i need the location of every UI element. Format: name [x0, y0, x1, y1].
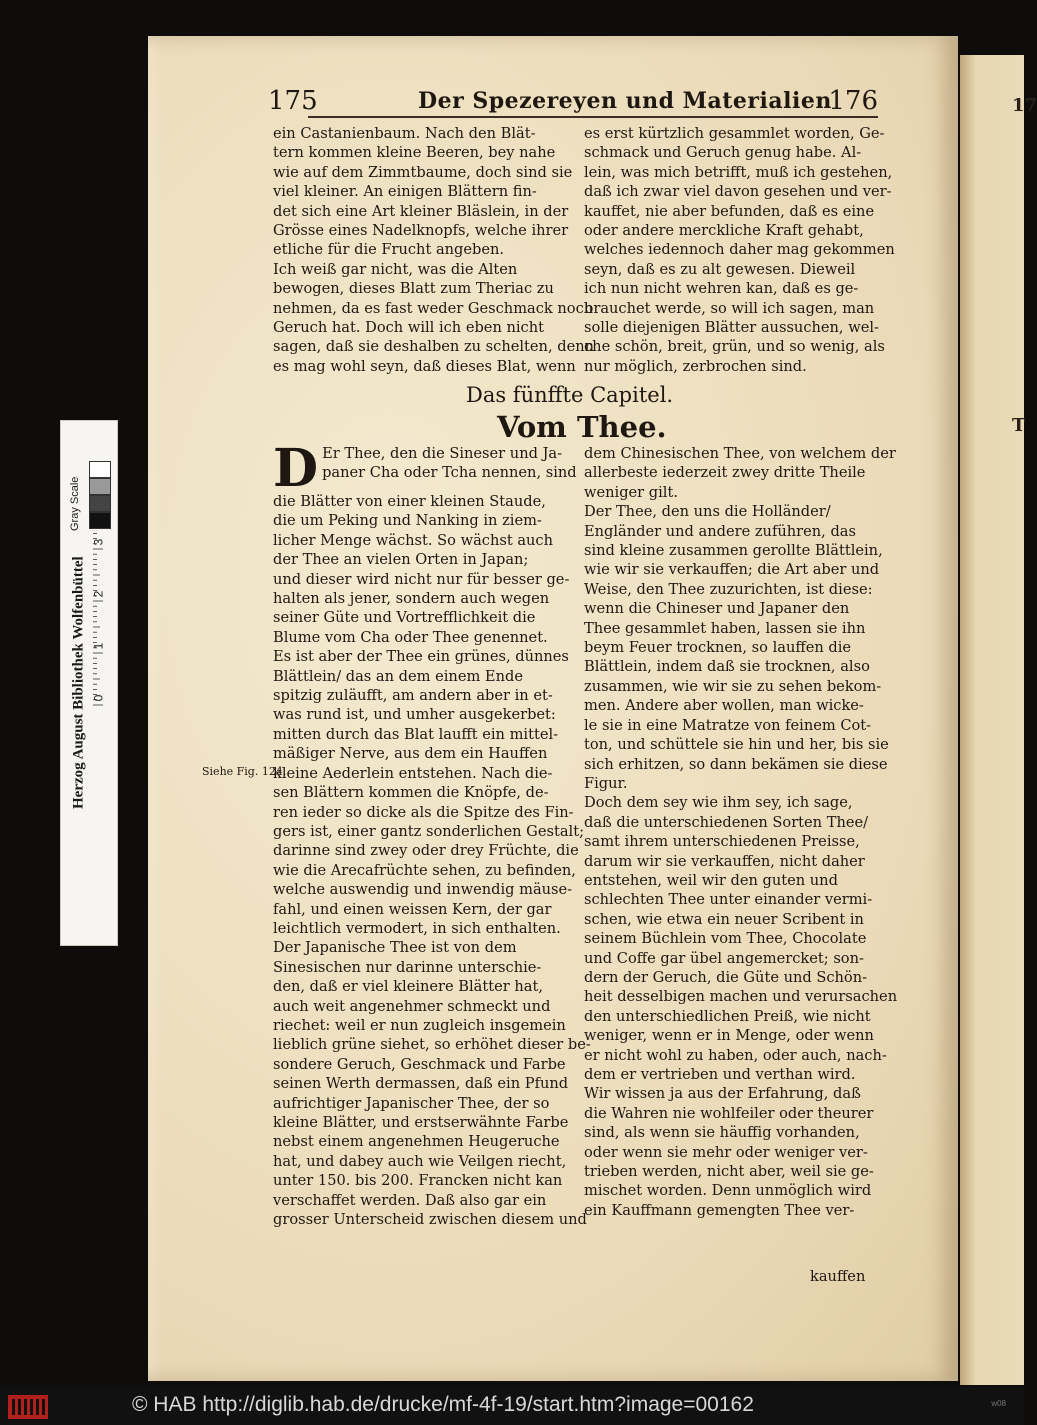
text-column-right-top: [584, 124, 895, 376]
text-line: daß die unterschiedenen Sorten Thee/: [584, 813, 869, 831]
text-line: weniger, wenn er in Menge, oder wenn: [584, 1027, 874, 1045]
text-line: trieben werden, nicht aber, weil sie ge-: [584, 1163, 874, 1181]
text-line: schmack und Geruch genug habe. Al-: [584, 144, 862, 162]
text-line: nur möglich, zerbrochen sind.: [584, 357, 807, 375]
text-line: die Wahren nie wohlfeiler oder theurer: [584, 1104, 874, 1122]
text-line: Der Japanische Thee ist von dem: [273, 939, 517, 957]
text-line: Blättlein/ das an dem einem Ende: [273, 667, 523, 685]
text-line: darinne sind zwey oder drey Früchte, die: [273, 842, 579, 860]
text-line: kleine Aederlein entstehen. Nach die-: [273, 764, 553, 782]
gray-scale-swatches: [89, 461, 111, 531]
page-number-left: 175: [268, 86, 318, 116]
text-line: wie auf dem Zimmtbaume, doch sind sie: [273, 163, 573, 181]
text-line: bewogen, dieses Blatt zum Theriac zu: [273, 280, 554, 298]
drop-cap: D: [273, 438, 319, 499]
text-line: Sinesischen nur darinne unterschie-: [273, 958, 542, 976]
gray-swatch: [89, 461, 111, 478]
text-line: nebst einem angenehmen Heugeruche: [273, 1133, 560, 1151]
text-line: spitzig zuläufft, am andern aber in et-: [273, 687, 553, 705]
text-line: was rund ist, und umher ausgekerbet:: [273, 706, 556, 724]
text-line: Doch dem sey wie ihm sey, ich sage,: [584, 794, 853, 812]
text-line: Er Thee, den die Sineser und Ja-: [322, 445, 563, 462]
text-line: ton, und schüttele sie hin und her, bis sie: [584, 736, 889, 754]
text-line: sich erhitzen, so dann bekämen sie diese: [584, 755, 888, 773]
text-line: dem er vertrieben und verthan wird.: [584, 1066, 856, 1083]
text-line: fahl, und einen weissen Kern, der gar: [273, 900, 552, 918]
text-line: mitten durch das Blat laufft ein mittel-: [273, 725, 559, 743]
text-line: weniger gilt.: [584, 483, 678, 501]
chapter-title: Vom Thee.: [497, 410, 667, 444]
text-line: grosser Unterscheid zwischen diesem und: [273, 1211, 587, 1229]
text-line: schlechten Thee unter einander vermi-: [584, 891, 873, 909]
text-line: hat, und dabey auch wie Veilgen riecht,: [273, 1152, 567, 1170]
chapter-label: Das fünffte Capitel.: [466, 383, 674, 407]
next-page-edge: [960, 55, 1037, 1385]
text-line: Grösse eines Nadelknopfs, welche ihrer: [273, 222, 569, 240]
text-line: lieblich grüne siehet, so erhöhet dieser be-: [273, 1036, 591, 1054]
text-line: lein, was mich betrifft, muß ich gestehen,: [584, 163, 893, 181]
text-line: kleine Blätter, und erstserwähnte Farbe: [273, 1114, 569, 1131]
ruler-number: 3: [91, 538, 106, 546]
text-line: ein Kauffmann gemengten Thee ver-: [584, 1201, 855, 1219]
text-line: sind, als wenn sie häuffig vorhanden,: [584, 1124, 860, 1142]
catchword: kauffen: [810, 1268, 866, 1285]
text-line: sondere Geruch, Geschmack und Farbe: [273, 1055, 566, 1073]
text-line: Thee gesammlet haben, lassen sie ihn: [584, 619, 866, 637]
text-line: wie wir sie verkauffen; die Art aber und: [584, 561, 880, 579]
text-line: seinen Werth dermassen, daß ein Pfund: [273, 1075, 569, 1093]
text-line: Engländer und andere zuführen, das: [584, 522, 856, 540]
gray-swatch: [89, 512, 111, 529]
text-line: es mag wohl seyn, daß dieses Blat, wenn: [273, 357, 576, 375]
gray-swatch: [89, 495, 111, 512]
text-line: dem Chinesischen Thee, von welchem der: [584, 445, 896, 462]
text-line: Der Thee, den uns die Holländer/: [584, 503, 831, 521]
text-column-left-main: [273, 438, 591, 1229]
text-line: er nicht wohl zu haben, oder auch, nach-: [584, 1046, 887, 1064]
text-line: halten als jener, sondern auch wegen: [273, 590, 550, 608]
text-line: die Blätter von einer kleinen Staude,: [273, 493, 546, 510]
text-line: allerbeste iederzeit zwey dritte Theile: [584, 464, 866, 482]
ruler-number: 2: [91, 590, 106, 598]
text-line: oder wenn sie mehr oder weniger ver-: [584, 1143, 868, 1161]
text-line: che schön, breit, grün, und so wenig, als: [584, 338, 885, 356]
text-line: Geruch hat. Doch will ich eben nicht: [273, 319, 544, 337]
text-line: mischet worden. Denn unmöglich wird: [584, 1182, 872, 1200]
library-label: Herzog August Bibliothek Wolfenbüttel: [70, 556, 87, 810]
text-line: darum wir sie verkauffen, nicht daher: [584, 852, 865, 870]
text-line: der Thee an vielen Orten in Japan;: [273, 551, 529, 569]
text-line: zusammen, wie wir sie zu sehen bekom-: [584, 677, 882, 695]
text-line: es erst kürtzlich gesammlet worden, Ge-: [584, 125, 885, 142]
running-title: Der Spezereyen und Materialien: [418, 88, 832, 114]
gray-swatch: [89, 478, 111, 495]
text-line: ich nun nicht wehren kan, daß es ge-: [584, 280, 859, 298]
text-line: Ich weiß gar nicht, was die Alten: [273, 260, 518, 278]
color-ruler: [60, 420, 118, 946]
text-line: den unterschiedlichen Preiß, wie nicht: [584, 1007, 871, 1025]
text-line: samt ihrem unterschiedenen Preisse,: [584, 833, 860, 851]
text-line: heit desselbigen machen und verursachen: [584, 988, 898, 1006]
text-line: gers ist, einer gantz sonderlichen Gestalt;: [273, 822, 584, 840]
text-column-right-main: [584, 444, 898, 1220]
text-line: riechet: weil er nun zugleich insgemein: [273, 1016, 566, 1034]
text-line: licher Menge wächst. So wächst auch: [273, 531, 554, 549]
text-line: tern kommen kleine Beeren, bey nahe: [273, 144, 556, 162]
text-line: wenn die Chineser und Japaner den: [584, 600, 850, 618]
copyright-link[interactable]: © HAB http://diglib.hab.de/drucke/mf-4f-19/start.htm?image=00162: [132, 1393, 754, 1416]
margin-note: Siehe Fig. 124.: [202, 765, 287, 778]
text-line: unter 150. bis 200. Francken nicht kan: [273, 1172, 563, 1190]
text-line: nehmen, da es fast weder Geschmack noch: [273, 299, 594, 317]
text-line: und dieser wird nicht nur für besser ge-: [273, 570, 570, 588]
gray-scale-label: Gray Scale: [69, 476, 81, 531]
text-line: wie die Arecafrüchte sehen, zu befinden,: [273, 861, 576, 879]
text-line: le sie in eine Matratze von feinem Cot-: [584, 716, 872, 734]
text-line: Figur.: [584, 774, 628, 792]
text-line: Weise, den Thee zuzurichten, ist diese:: [584, 580, 873, 598]
next-page-fragment: T: [1012, 415, 1026, 436]
text-line: daß ich zwar viel davon gesehen und ver-: [584, 183, 892, 201]
text-line: auch weit angenehmer schmeckt und: [273, 997, 551, 1015]
text-line: seiner Güte und Vortrefflichkeit die: [273, 609, 536, 627]
text-line: oder andere merckliche Kraft gehabt,: [584, 222, 864, 240]
body-lines: [273, 492, 591, 1229]
text-column-left-top: [273, 124, 595, 376]
text-line: Wir wissen ja aus der Erfahrung, daß: [584, 1085, 861, 1103]
page-id: w08: [991, 1399, 1006, 1408]
text-line: Blättlein, indem daß sie trocknen, also: [584, 658, 870, 676]
footer-bar: [0, 1387, 1024, 1425]
text-line: ein Castanienbaum. Nach den Blät-: [273, 125, 536, 142]
text-line: kauffet, nie aber befunden, daß es eine: [584, 202, 875, 220]
text-line: leichtlich vermodert, in sich enthalten.: [273, 919, 561, 937]
text-line: seyn, daß es zu alt gewesen. Dieweil: [584, 260, 856, 278]
next-page-fragment: 17: [1012, 95, 1037, 116]
text-line: etliche für die Frucht angeben.: [273, 241, 505, 259]
text-line: dern der Geruch, die Güte und Schön-: [584, 968, 868, 986]
text-line: Es ist aber der Thee ein grünes, dünnes: [273, 648, 569, 666]
text-line: und Coffe gar übel angemercket; son-: [584, 949, 864, 967]
page-header: [268, 86, 878, 122]
text-line: welche auswendig und inwendig mäuse-: [273, 881, 573, 899]
text-line: ren ieder so dicke als die Spitze des Fin-: [273, 803, 574, 821]
text-line: det sich eine Art kleiner Bläslein, in der: [273, 202, 569, 220]
text-line: seinem Büchlein vom Thee, Chocolate: [584, 930, 867, 948]
text-line: den, daß er viel kleinere Blätter hat,: [273, 978, 543, 996]
text-line: sagen, daß sie deshalben zu schelten, denn: [273, 338, 595, 356]
text-line: beym Feuer trocknen, so lauffen die: [584, 639, 852, 657]
text-line: verschaffet werden. Daß also gar ein: [273, 1191, 547, 1209]
text-line: viel kleiner. An einigen Blättern fin-: [273, 183, 537, 201]
header-rule: [308, 116, 878, 118]
text-line: aufrichtiger Japanischer Thee, der so: [273, 1094, 550, 1112]
text-line: sind kleine zusammen gerollte Blättlein,: [584, 542, 883, 560]
ruler-number: 1: [91, 642, 106, 650]
page-number-right: 176: [828, 86, 878, 116]
ruler-number: 0: [91, 694, 106, 702]
text-line: welches iedennoch daher mag gekommen: [584, 241, 895, 259]
text-line: men. Andere aber wollen, man wicke-: [584, 697, 864, 715]
text-line: schen, wie etwa ein neuer Scribent in: [584, 910, 864, 928]
text-line: brauchet werde, so will ich sagen, man: [584, 299, 875, 317]
text-line: solle diejenigen Blätter aussuchen, wel-: [584, 319, 879, 337]
text-line: Blume vom Cha oder Thee genennet.: [273, 628, 548, 646]
text-line: die um Peking und Nanking in ziem-: [273, 512, 542, 530]
text-line: paner Cha oder Tcha nennen, sind: [322, 464, 577, 482]
text-line: mäßiger Nerve, aus dem ein Hauffen: [273, 745, 548, 763]
text-line: sen Blättern kommen die Knöpfe, de-: [273, 784, 549, 802]
hab-logo-icon: [8, 1395, 48, 1419]
text-line: entstehen, weil wir den guten und: [584, 871, 838, 889]
